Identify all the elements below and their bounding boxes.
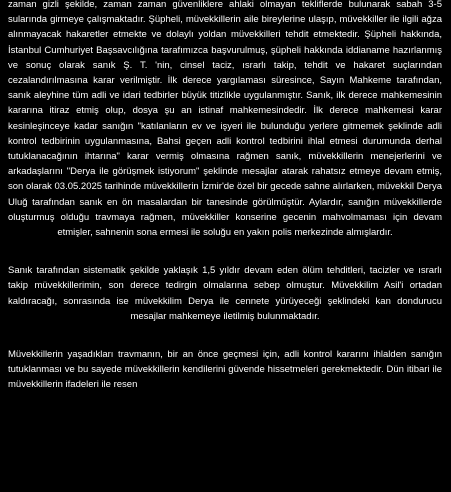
document-body — [8, 0, 442, 393]
paragraph-arrest-request: Müvekkillerin yaşadıkları travmanın, bir an önce geçmesi için, adli kontrol kararını ihlalden sanığın tutuklanması ve bu sayede müvekkillerin kendilerini güvende hissetmeleri gerekmektedir. Dün itibari ile müvekkillerin ifadeleri ile resen — [8, 349, 442, 391]
paragraph-death-threats: Sanık tarafından sistematik şekilde yaklaşık 1,5 yıldır devam eden ölüm tehditleri, tacizler ve ısrarlı takip müvekkillerimin, son derece tedirgin olmalarına sebep olmuştur. Müvekkilim Asil'i ortadan kaldıracağı, sonrasında ise müvekkilim Derya ile cennete yürüyeceği şeklindeki kan dondurucu mesajlar mahkemeye iletilmiş bulunmaktadır. — [8, 265, 442, 322]
paragraph-stalking-history: zaman gizli şekilde, zaman zaman güvenliklere ahlaki olmayan tekliflerde bulunarak sabah 3-5 sularında girmeye çalışmaktadır. Şüpheli, müvekkillerin aile bireylerine ulaşıp, müvekkiller ile ilgili ağza alınmayacak hakaretler etmekte ve dolaylı yoldan müvekkilleri tehdit etmektedir. Şüpheli hakkında, İstanbul Cumhuriyet Başsavcılığına tarafımızca başvurulmuş, şüpheli hakkında iddianame hazırlanmış ve sonuç olarak sanık Ş. T. 'nin, cinsel taciz, ısrarlı takip, tehdit ve hakaret suçlarından cezalandırılmasına karar verilmiştir. İlk derece yargılaması süresince, Sayın Mahkeme tarafından, sanık aleyhine tüm adli ve idari tedbirler büyük titizlikle uygulanmıştır. Sanık, ilk derece mahkemesinin kararına itiraz etmiş olup, dosya şu an istinaf mahkemesindedir. İlk derece mahkemesi karar kesinleşinceye kadar sanığın "katılanların ev ve işyeri ile bulunduğu yerlere gitmemek şeklinde adli kontrol tedbirinin uygulanmasına, Bahsi geçen adli kontrol tedbirini ihlal etmesi durumunda derhal tutuklanacağının ihtarına" karar vermiş olmasına rağmen sanık, müvekkillerin menejerlerini ve arkadaşlarını "Derya ile görüşmek istiyorum" şeklinde mesajlar atarak rahatsız etmeye devam etmiş, son olarak 03.05.2025 tarihinde müvekkillerin İzmir'de özel bir gecede sahne alırlarken, müvekkil Derya Uluğ tarafından sanık en ön masalardan bir tanesinde görülmüştür. Aylardır, sanığın müvekkillerde oluşturmuş olduğu travmaya rağmen, müvekkiller konserine gecenin mahvolmaması için devam etmişler, sahnenin sona ermesi ile soluğu en yakın polis merkezinde almışlardır. — [8, 0, 442, 239]
